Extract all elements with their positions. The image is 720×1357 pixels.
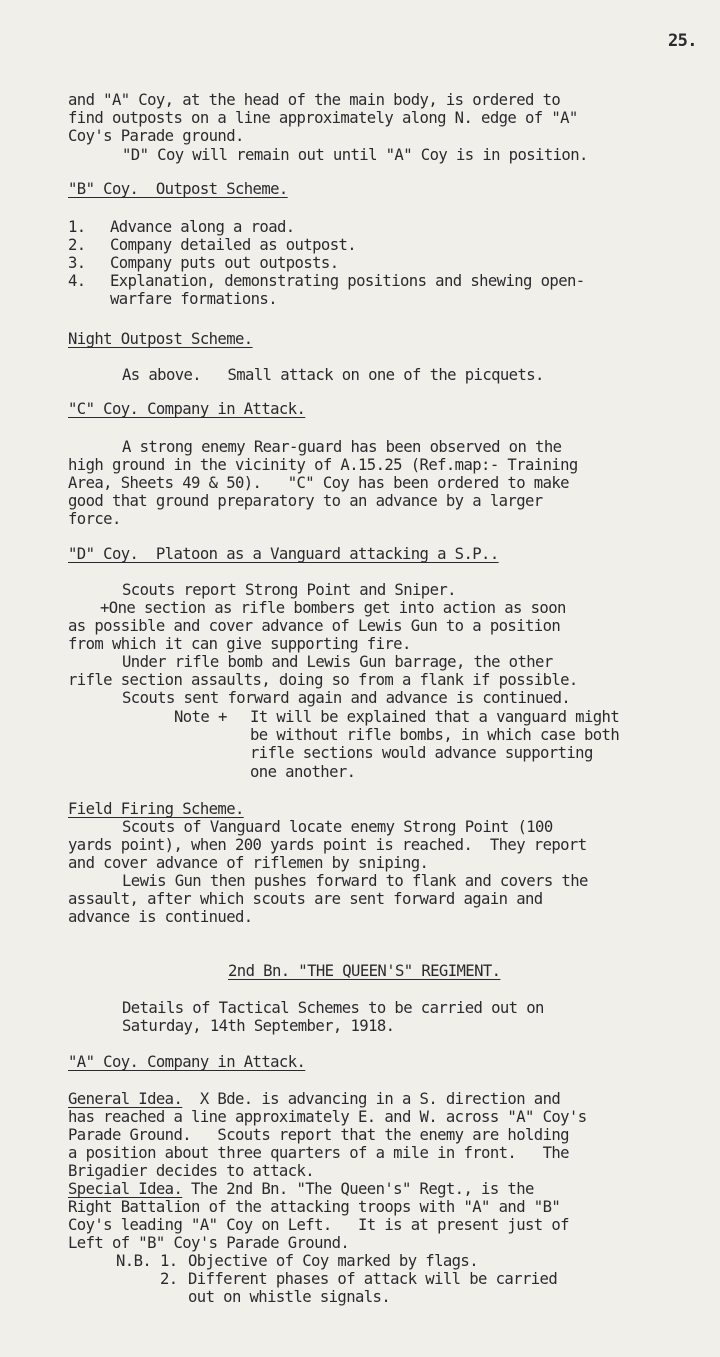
c-coy-line-4: good that ground preparatory to an advance by a larger xyxy=(68,492,543,510)
intro-line-1: and "A" Coy, at the head of the main body, is ordered to xyxy=(68,91,561,109)
battalion-details-line-2: Saturday, 14th September, 1918. xyxy=(122,1017,395,1035)
d-coy-heading: "D" Coy. Platoon as a Vanguard attacking a S.P.. xyxy=(68,545,499,563)
d-coy-note-label: Note + xyxy=(174,708,227,726)
intro-line-4: "D" Coy will remain out until "A" Coy is in position. xyxy=(122,146,588,164)
nb-item-text-1: Objective of Coy marked by flags. xyxy=(188,1252,479,1270)
field-line-4: Lewis Gun then pushes forward to flank and covers the xyxy=(122,872,588,890)
field-line-5: assault, after which scouts are sent forward again and xyxy=(68,890,543,908)
d-coy-line-1: Scouts report Strong Point and Sniper. xyxy=(122,581,456,599)
d-coy-note-line-1: It will be explained that a vanguard might xyxy=(250,708,620,726)
general-idea-line-3: Parade Ground. Scouts report that the enemy are holding xyxy=(68,1126,569,1144)
nb-item-num-1: 1. xyxy=(160,1252,178,1270)
battalion-details-line-1: Details of Tactical Schemes to be carried out on xyxy=(122,999,544,1017)
d-coy-line-6: rifle section assaults, doing so from a flank if possible. xyxy=(68,671,578,689)
d-coy-note-line-2: be without rifle bombs, in which case both xyxy=(250,726,620,744)
c-coy-line-3: Area, Sheets 49 & 50). "C" Coy has been ordered to make xyxy=(68,474,569,492)
nb-label: N.B. xyxy=(116,1252,152,1270)
b-coy-item-num-4: 4. xyxy=(68,272,86,290)
special-idea-rest: The 2nd Bn. "The Queen's" Regt., is the xyxy=(182,1180,534,1198)
battalion-title: 2nd Bn. "THE QUEEN'S" REGIMENT. xyxy=(228,962,501,980)
general-idea-label: General Idea. xyxy=(68,1090,183,1108)
b-coy-item-text-1: Advance along a road. xyxy=(110,218,295,236)
b-coy-item-text-3: Company puts out outposts. xyxy=(110,254,339,272)
field-line-2: yards point), when 200 yards point is reached. They report xyxy=(68,836,587,854)
special-idea-label: Special Idea. xyxy=(68,1180,183,1198)
b-coy-item-num-3: 3. xyxy=(68,254,86,272)
field-line-1: Scouts of Vanguard locate enemy Strong Point (100 xyxy=(122,818,553,836)
field-heading: Field Firing Scheme. xyxy=(68,800,244,818)
b-coy-item-num-2: 2. xyxy=(68,236,86,254)
general-idea-line-4: a position about three quarters of a mile in front. The xyxy=(68,1144,569,1162)
general-idea-line-5: Brigadier decides to attack. xyxy=(68,1162,315,1180)
page-number: 25. xyxy=(668,31,697,51)
d-coy-note-line-4: one another. xyxy=(250,763,356,781)
field-line-6: advance is continued. xyxy=(68,908,253,926)
nb-item-text-2: Different phases of attack will be carried xyxy=(188,1270,558,1288)
b-coy-item-num-1: 1. xyxy=(68,218,86,236)
b-coy-item-4-continued: warfare formations. xyxy=(110,290,277,308)
special-idea-line-3: Coy's leading "A" Coy on Left. It is at present just of xyxy=(68,1216,569,1234)
d-coy-note-line-3: rifle sections would advance supporting xyxy=(250,744,593,762)
d-coy-line-7: Scouts sent forward again and advance is continued. xyxy=(122,689,571,707)
b-coy-item-text-4: Explanation, demonstrating positions and shewing open- xyxy=(110,272,585,290)
general-idea-line-2: has reached a line approximately E. and W. across "A" Coy's xyxy=(68,1108,587,1126)
nb-item-2-continued: out on whistle signals. xyxy=(188,1288,391,1306)
d-coy-line-3: as possible and cover advance of Lewis Gun to a position xyxy=(68,617,561,635)
intro-line-3: Coy's Parade ground. xyxy=(68,127,244,145)
general-idea-line-1 xyxy=(68,1090,560,1108)
intro-line-2: find outposts on a line approximately along N. edge of "A" xyxy=(68,109,578,127)
special-idea-line-4: Left of "B" Coy's Parade Ground. xyxy=(68,1234,350,1252)
b-coy-heading: "B" Coy. Outpost Scheme. xyxy=(68,180,288,198)
night-heading: Night Outpost Scheme. xyxy=(68,330,253,348)
a-coy-heading: "A" Coy. Company in Attack. xyxy=(68,1053,306,1071)
c-coy-line-5: force. xyxy=(68,510,121,528)
c-coy-heading: "C" Coy. Company in Attack. xyxy=(68,400,306,418)
nb-item-num-2: 2. xyxy=(160,1270,178,1288)
b-coy-item-text-2: Company detailed as outpost. xyxy=(110,236,357,254)
c-coy-line-2: high ground in the vicinity of A.15.25 (Ref.map:- Training xyxy=(68,456,578,474)
d-coy-line-5: Under rifle bomb and Lewis Gun barrage, the other xyxy=(122,653,553,671)
special-idea-line-2: Right Battalion of the attacking troops with "A" and "B" xyxy=(68,1198,561,1216)
general-idea-rest: X Bde. is advancing in a S. direction and xyxy=(182,1090,561,1108)
d-coy-line-2: +One section as rifle bombers get into action as soon xyxy=(100,599,566,617)
d-coy-line-4: from which it can give supporting fire. xyxy=(68,635,411,653)
special-idea-line-1 xyxy=(68,1180,534,1198)
night-text: As above. Small attack on one of the picquets. xyxy=(122,366,544,384)
c-coy-line-1: A strong enemy Rear-guard has been observed on the xyxy=(122,438,562,456)
field-line-3: and cover advance of riflemen by sniping. xyxy=(68,854,429,872)
